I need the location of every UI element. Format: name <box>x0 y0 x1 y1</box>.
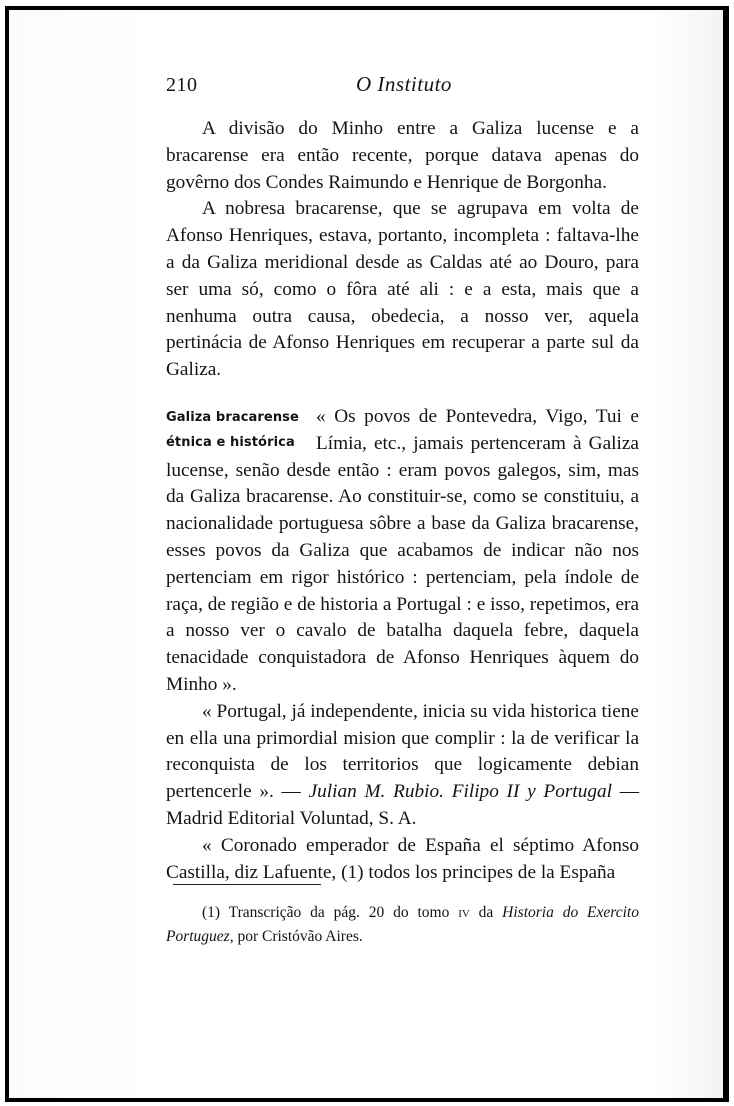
running-header <box>0 70 734 100</box>
footnote-text-c: por Cristóvão Aires. <box>233 928 363 945</box>
paragraph-1: A divisão do Minho entre a Galiza lucense e a bracarense era então recente, porque datava apenas do govêrno dos Condes Raimundo e Henrique de Borgonha. <box>166 118 639 193</box>
margin-note <box>166 405 316 455</box>
paragraph-2: A nobresa bracarense, que se agrupava em volta de Afonso Henriques, estava, portanto, incompleta : faltava-lhe a da Galiza meridional desde as Caldas até ao Douro, para ser uma só, como o fôra até ali : e a esta, mais que a nenhuma outra causa, obedecia, a nosso ver, aquela pertinácia de Afonso Henriques em recuperar a parte sul da Galiza. <box>166 198 639 381</box>
paragraph-4 <box>166 699 639 833</box>
paragraph-5-text: « Coronado emperador de España el séptimo Afonso Castilla, diz Lafuente, <box>166 834 639 883</box>
footnote-work-title: Historia do Exercito Portuguez, <box>166 904 639 945</box>
footnote-text-a: Transcrição da pág. 20 do tomo <box>220 904 459 921</box>
page-number: 210 <box>166 74 198 96</box>
footnote-divider <box>173 884 321 885</box>
margin-note-line-1: Galiza bracarense <box>166 409 299 425</box>
paragraph-5-tail: todos los principes de la España <box>363 861 616 883</box>
footnote-text-b: da <box>469 904 503 921</box>
paragraph-4-text: « Portugal, já independente, inicia su vida historica tiene en ella una primordial mision que complir : la de verificar la reconquista de los territorios que logicamente debian pertencerle ». — <box>166 700 639 803</box>
paragraph-4-tail: — Madrid Editorial Voluntad, S. A. <box>166 781 639 829</box>
paragraph-3 <box>166 404 639 699</box>
footnote <box>166 901 639 949</box>
running-title: O Instituto <box>356 72 452 96</box>
margin-note-line-2: étnica e histórica <box>166 434 295 450</box>
footnote-reference: (1) <box>341 861 364 883</box>
footnote-marker: (1) <box>202 904 221 921</box>
paragraph-5 <box>166 833 639 887</box>
paragraph-3-text: « Os povos de Pontevedra, Vigo, Tui e Límia, etc., jamais pertenceram à Galiza lucense, senão desde então : eram povos galegos, sim, mas da Galiza bracarense. Ao constituir-se, como se constituiu, a nacionalidade portuguesa sôbre a base da Galiza bracarense, esses povos da Galiza que acabamos de indicar não nos pertenciam em rigor histórico : pertenciam, pela índole de raça, de região e de historia a Portugal : e isso, repetimos, era a nosso ver o cavalo de batalha daquela febre, daquela tenacidade conquistadora de Afonso Henriques àquem do Minho ». <box>166 405 639 695</box>
footnote-volume: iv <box>458 904 470 921</box>
citation-author-title: Julian M. Rubio. Filipo II y Portugal <box>308 781 612 803</box>
body-text <box>166 116 639 886</box>
